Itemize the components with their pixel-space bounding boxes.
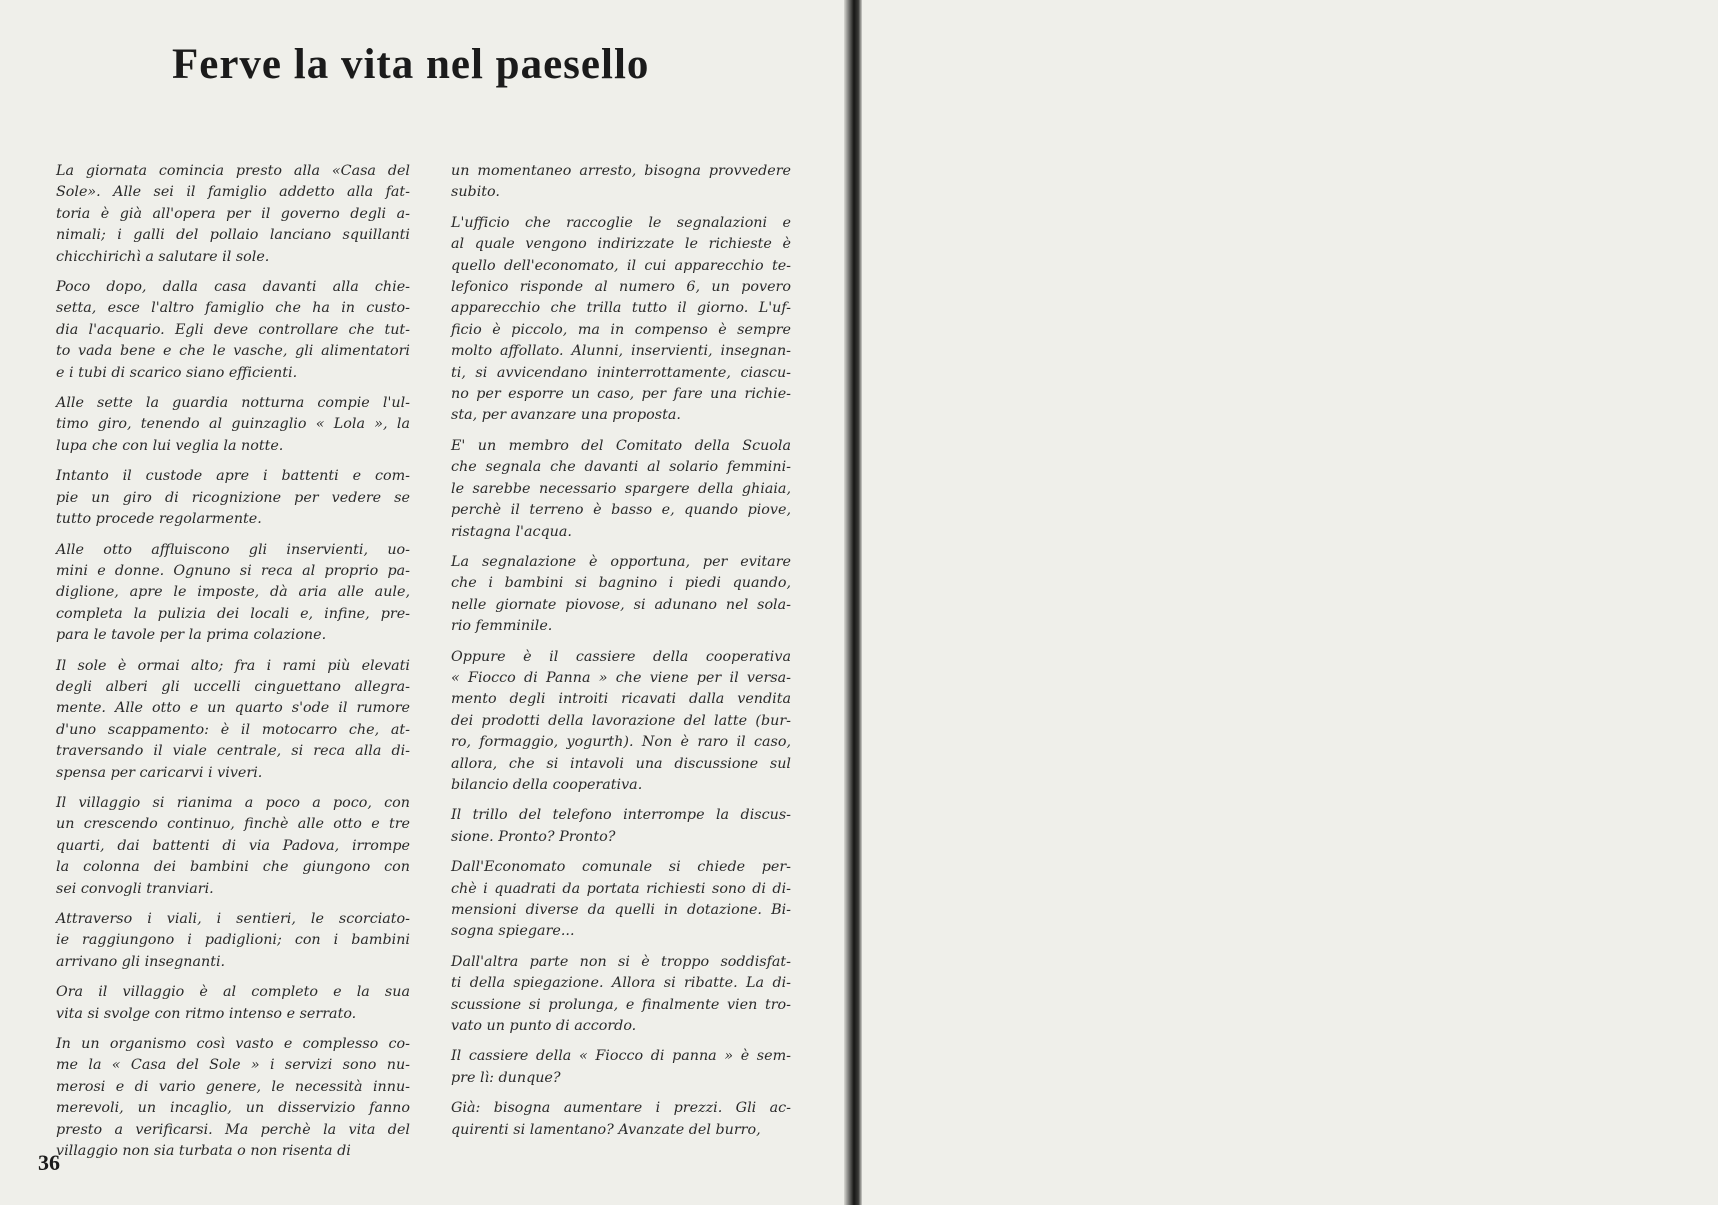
text-line: ie raggiungono i padiglioni; con i bambini (56, 932, 410, 949)
paragraph (38, 656, 410, 784)
text-line: allora, che si intavoli una discussione sul (451, 755, 791, 772)
text-line: arrivano gli insegnanti. (56, 953, 226, 970)
paragraph (38, 466, 410, 530)
text-line: subito. (451, 184, 500, 201)
left-page (0, 0, 844, 1205)
text-line: che i bambini si bagnino i piedi quando, (451, 575, 791, 592)
text-line: tutto procede regolarmente. (56, 511, 262, 528)
text-line: Alle sette la guardia notturna compie l'ul- (56, 395, 410, 412)
text-line: chè i quadrati da portata richiesti sono di di- (451, 880, 791, 897)
text-line: Oppure è il cassiere della cooperativa (451, 648, 791, 665)
text-line: to vada bene e che le vasche, gli alimentatori (56, 343, 410, 360)
text-line: Sole». Alle sei il famiglio addetto alla fat- (56, 184, 410, 201)
paragraph-gap (38, 784, 410, 793)
text-line: toria è già all'opera per il governo degli a- (56, 205, 410, 222)
text-line: ristagna l'acqua. (451, 523, 572, 540)
text-line: merosi e di vario genere, le necessità innu- (56, 1078, 410, 1095)
book-gutter (844, 0, 862, 1205)
text-line: mente. Alle otto e un quarto s'ode il rumore (56, 700, 410, 717)
text-line: perchè il terreno è basso e, quando piove, (451, 502, 791, 519)
paragraph-gap (433, 543, 791, 552)
page-number-left: 36 (38, 1150, 60, 1175)
text-line: In un organismo così vasto e complesso co- (56, 1036, 410, 1053)
text-line: rio femminile. (451, 618, 553, 635)
text-line: ro, formaggio, yogurth). Non è raro il caso, (451, 734, 791, 751)
text-line: Il villaggio si rianima a poco a poco, con (56, 794, 410, 811)
paragraph-gap (38, 531, 410, 540)
paragraph-gap (433, 943, 791, 952)
paragraph (38, 793, 410, 900)
text-line: Già: bisogna aumentare i prezzi. Gli ac- (451, 1100, 791, 1117)
text-line: pie un giro di ricognizione per vedere se (56, 489, 410, 506)
text-line: bilancio della cooperativa. (451, 776, 643, 793)
text-line: « Fiocco di Panna » che viene per il versa- (451, 669, 791, 686)
paragraph (38, 909, 410, 973)
paragraph (433, 1098, 791, 1141)
text-line: setta, esce l'altro famiglio che ha in custo- (56, 300, 410, 317)
text-line: mini e donne. Ognuno si reca al proprio pa- (56, 562, 410, 579)
text-line: Dall'Economato comunale si chiede per- (451, 859, 791, 876)
text-line: al quale vengono indirizzate le richieste è (451, 236, 791, 253)
paragraph-gap (38, 1025, 410, 1034)
paragraph (433, 952, 791, 1038)
text-line: presto a verificarsi. Ma perchè la vita del (56, 1121, 410, 1138)
paragraph-gap (433, 1089, 791, 1098)
article-title: Ferve la vita nel paesello (172, 41, 650, 88)
paragraph-gap (38, 384, 410, 393)
text-line: sei convogli tranviari. (56, 880, 214, 897)
text-line: La giornata comincia presto alla «Casa del (56, 163, 410, 179)
text-line: apparecchio che trilla tutto il giorno. L'uf- (451, 300, 791, 317)
paragraph (38, 1034, 410, 1162)
paragraph-gap (433, 796, 791, 805)
text-line: Il trillo del telefono interrompe la discus- (451, 807, 791, 824)
text-line: molto affollato. Alunni, inservienti, insegnan- (451, 343, 791, 360)
paragraph (433, 161, 791, 204)
text-line: dia l'acquario. Egli deve controllare che tut- (56, 321, 410, 338)
text-line: nelle giornate piovose, si adunano nel sola- (451, 596, 791, 613)
text-line: spensa per caricarvi i viveri. (56, 764, 263, 781)
paragraph-gap (38, 973, 410, 982)
text-line: quirenti si lamentano? Avanzate del burro, (451, 1121, 761, 1138)
text-line: Alle otto affluiscono gli inservienti, uo- (56, 541, 410, 558)
paragraph (38, 277, 410, 384)
text-line: L'ufficio che raccoglie le segnalazioni e (451, 214, 791, 231)
text-line: para le tavole per la prima colazione. (56, 627, 327, 644)
paragraph (433, 213, 791, 427)
text-line: quarti, dai battenti di via Padova, irrompe (56, 837, 410, 854)
text-line: La segnalazione è opportuna, per evitare (451, 553, 791, 570)
text-line: Dall'altra parte non si è troppo soddisfat- (451, 953, 791, 970)
text-line: mensioni diverse da quelli in dotazione. Bi- (451, 902, 791, 918)
text-line: che segnala che davanti al solario femmini- (451, 459, 791, 476)
text-line: un crescendo continuo, finchè alle otto e tre (56, 816, 410, 833)
text-line: traversando il viale centrale, si reca alla di- (56, 743, 410, 760)
text-line: Attraverso i viali, i sentieri, le scorciato- (56, 911, 410, 927)
text-line: sta, per avanzare una proposta. (451, 407, 681, 424)
text-line: ti, si avvicendano ininterrottamente, ciascu- (451, 364, 791, 381)
text-line: le sarebbe necessario spargere della ghiaia, (451, 480, 791, 497)
text-line: e i tubi di scarico siano efficienti. (56, 364, 298, 381)
text-line: diglione, apre le imposte, dà aria alle aule, (56, 584, 410, 601)
paragraph (38, 540, 410, 647)
text-line: nimali; i galli del pollaio lanciano squillanti (56, 227, 410, 244)
paragraph (38, 393, 410, 457)
paragraph-gap (38, 268, 410, 277)
text-line: un momentaneo arresto, bisogna provvedere (451, 163, 791, 179)
text-line: lefonico risponde al numero 6, un povero (451, 279, 791, 296)
text-line: Il cassiere della « Fiocco di panna » è sem- (451, 1048, 791, 1065)
paragraph-gap (433, 1037, 791, 1046)
paragraph-gap (433, 638, 791, 647)
paragraph (38, 982, 410, 1025)
left-page-column-1 (38, 161, 410, 1162)
text-line: lupa che con lui veglia la notte. (56, 437, 284, 454)
paragraph-gap (433, 204, 791, 213)
text-line: sogna spiegare... (451, 923, 575, 940)
text-line: chicchirichì a salutare il sole. (56, 248, 270, 265)
text-line: me la « Casa del Sole » i servizi sono nu- (56, 1057, 410, 1074)
text-line: quello dell'economato, il cui apparecchio te- (451, 257, 791, 274)
text-line: Intanto il custode apre i battenti e com- (56, 468, 410, 485)
paragraph-gap (433, 427, 791, 436)
text-line: dei prodotti della lavorazione del latte (bur- (451, 712, 791, 729)
text-line: Poco dopo, dalla casa davanti alla chie- (56, 279, 410, 296)
paragraph (433, 436, 791, 543)
paragraph (433, 647, 791, 797)
left-page-column-2 (433, 161, 791, 1141)
text-line: la colonna dei bambini che giungono con (56, 859, 410, 876)
paragraph-gap (38, 900, 410, 909)
paragraph (433, 552, 791, 638)
text-line: merevoli, un incaglio, un disservizio fanno (56, 1100, 410, 1117)
text-line: mento degli introiti ricavati dalla vendita (451, 691, 791, 708)
text-line: degli alberi gli uccelli cinguettano allegra- (56, 678, 410, 695)
text-line: completa la pulizia dei locali e, infine, pre- (56, 605, 410, 622)
paragraph-gap (433, 848, 791, 857)
text-line: timo giro, tenendo al guinzaglio « Lola », la (56, 416, 410, 433)
paragraph (38, 161, 410, 268)
paragraph (433, 805, 791, 848)
text-line: Il sole è ormai alto; fra i rami più elevati (56, 657, 410, 674)
text-line: vato un punto di accordo. (451, 1018, 637, 1035)
text-line: ficio è piccolo, ma in compenso è sempre (451, 321, 791, 338)
text-line: E' un membro del Comitato della Scuola (451, 437, 791, 454)
text-line: ti della spiegazione. Allora si ribatte. La di- (451, 975, 791, 992)
paragraph-gap (38, 647, 410, 656)
text-line: sione. Pronto? Pronto? (451, 828, 616, 845)
text-line: pre lì: dunque? (451, 1069, 561, 1086)
text-line: Ora il villaggio è al completo e la sua (56, 984, 410, 1001)
text-line: scussione si prolunga, e finalmente vien tro- (451, 996, 791, 1013)
text-line: villaggio non sia turbata o non risenta di (56, 1143, 351, 1160)
text-line: no per esporre un caso, per fare una richie- (451, 386, 791, 403)
right-page (862, 0, 1718, 1205)
paragraph (433, 1046, 791, 1089)
paragraph (433, 857, 791, 943)
text-line: vita si svolge con ritmo intenso e serrato. (56, 1005, 357, 1022)
paragraph-gap (38, 457, 410, 466)
text-line: d'uno scappamento: è il motocarro che, at- (56, 721, 410, 738)
